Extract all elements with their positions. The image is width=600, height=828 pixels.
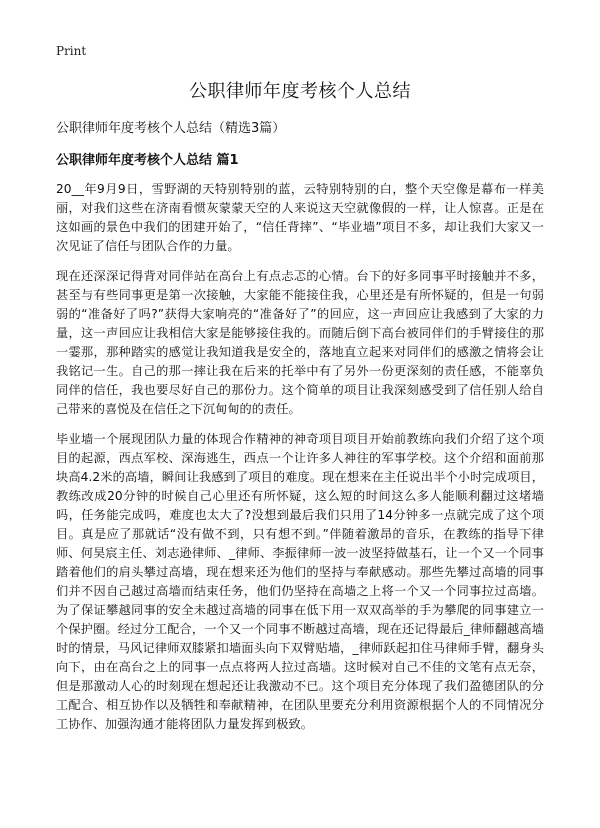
paragraph: 20__年9月9日，雪野湖的天特别特别的蓝，云特别特别的白，整个天空像是幕布一样美丽，对我们这些在济南看惯灰蒙蒙天空的人来说这天空就像假的一样，让人惊喜。正是在这如画的景色中我们的团建开始了，“信任背摔”、“毕业墙”项目不多，却让我们大家又一次见证了信任与团队合作的力量。 bbox=[56, 182, 544, 253]
paragraph: 毕业墙一个展现团队力量的体现合作精神的神奇项目项目开始前教练向我们介绍了这个项目的起源，西点军校、深海逃生，西点一个让许多人神往的军事学校。这个介绍和面前那块高4.2米的高墙，瞬间让我感到了项目的难度。现在想来在主任说出半个小时完成项目，教练改成20分钟的时候自己心里还有所怀疑，这么短的时间这么多人能顺利翻过这堵墙吗，任务能完成吗，难度也太大了?没想到最后我们只用了14分钟多一点就完成了这个项目。真是应了那就话“没有做不到，只有想不到。”伴随着激昂的音乐，在教练的指导下律师、何昊宸主任、刘志逊律师、_律师、李振律师一波一波坚持做基石，让一个又一个同事踏着他们的肩头攀过高墙，现在想来还为他们的坚持与奉献感动。那些先攀过高墙的同事们并不因自己越过高墙而结束任务，他们仍坚持在高墙之上将一个又一个同事拉过高墙。为了保证攀越同事的安全未越过高墙的同事在低下用一双双高举的手为攀爬的同事建立一个保护圈。经过分工配合，一个又一个同事不断越过高墙，现在还记得最后_律师翻越高墙时的情景，马风记律师双膝紧扣墙面头向下双臂贴墙，_律师跃起扣住马律师手臂，翻身头向下，由在高台之上的同事一点点将两人拉过高墙。这时候对自己不佳的文笔有点无奈，但是那激动人心的时刻现在想起还让我激动不已。这个项目充分体现了我们盈德团队的分工配合、相互协作以及牺牲和奉献精神，在团队里要充分利用资源根据个人的不同情况分工协作、加强沟通才能将团队力量发挥到极致。 bbox=[56, 432, 544, 731]
document-body bbox=[56, 180, 544, 745]
document-title: 公职律师年度考核个人总结 bbox=[189, 81, 411, 102]
paragraph: 现在还深深记得背对同伴站在高台上有点忐忑的心情。台下的好多同事平时接触并不多，甚至与有些同事更是第一次接触，大家能不能接住我，心里还是有所怀疑的，但是一句弱弱的“准备好了吗?”获得大家响亮的“准备好了”的回应，这一声回应让我感到了大家的力量，这一声回应让我相信大家是能够接住我的。而随后倒下高台被同伴们的手臂接住的那一霎那，那种踏实的感觉让我知道我是安全的，落地直立起来对同伴们的感激之情将会让我铭记一生。自己的那一摔让我在后来的托举中有了另外一份更深刻的责任感，不能辜负同伴的信任，我也要尽好自己的那份力。这个简单的项目让我深刻感受到了信任别人给自己带来的喜悦及在信任之下沉甸甸的的责任。 bbox=[56, 269, 544, 416]
document-subtitle: 公职律师年度考核个人总结（精选3篇） bbox=[56, 121, 286, 136]
section-heading: 公职律师年度考核个人总结 篇1 bbox=[56, 153, 239, 168]
print-label[interactable]: Print bbox=[56, 44, 87, 58]
